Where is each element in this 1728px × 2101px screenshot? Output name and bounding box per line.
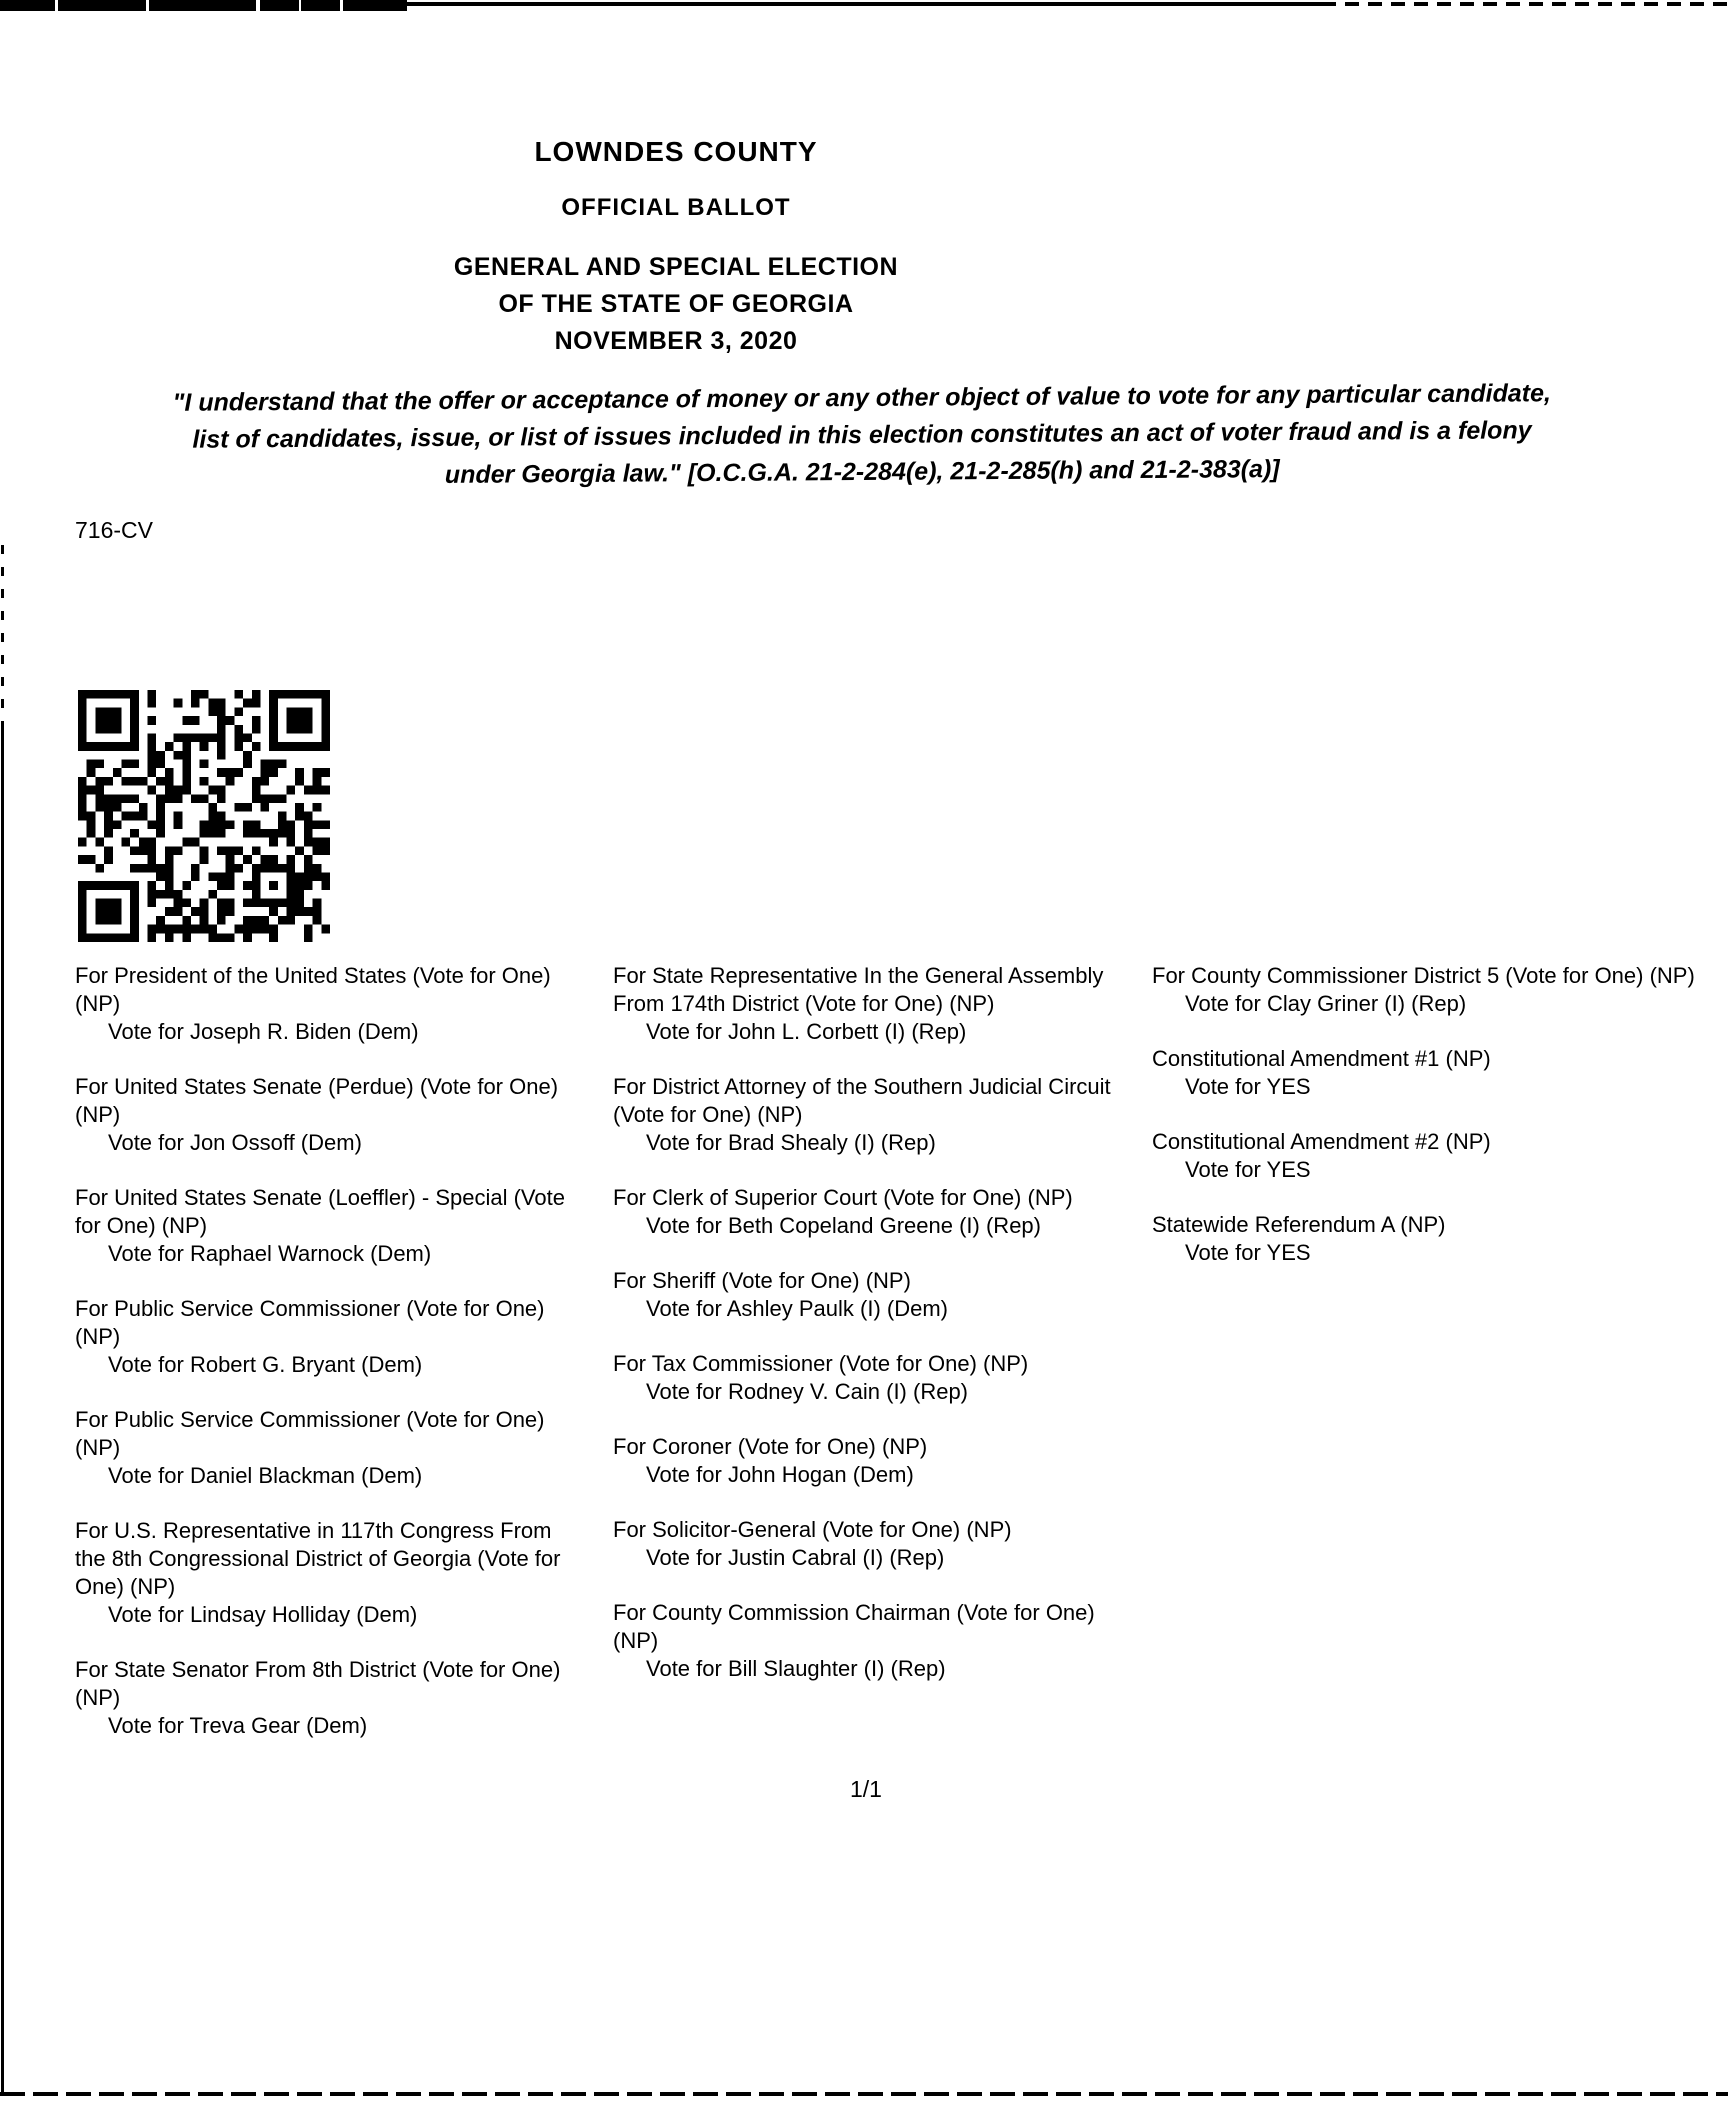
left-edge-line: [1, 727, 4, 2095]
contest-title: Constitutional Amendment #1 (NP): [1152, 1046, 1491, 1071]
vote-selection: Vote for Justin Cabral (I) (Rep): [646, 1545, 945, 1570]
county-title: LOWNDES COUNTY: [534, 136, 818, 167]
qr-code: [78, 690, 330, 942]
contest-title: Constitutional Amendment #2 (NP): [1152, 1129, 1491, 1154]
contest-title: For State Senator From 8th District (Vote for One) (NP): [75, 1657, 561, 1710]
vote-selection: Vote for YES: [1185, 1074, 1311, 1099]
contest-title: For District Attorney of the Southern Judicial Circuit (Vote for One) (NP): [613, 1074, 1111, 1127]
voter-fraud-disclaimer: [60, 374, 1665, 496]
contest-title: For Tax Commissioner (Vote for One) (NP): [613, 1351, 1029, 1376]
contest: [75, 1656, 577, 1740]
ballot-column-right: [1152, 962, 1702, 1294]
vote-selection: Vote for Treva Gear (Dem): [108, 1713, 368, 1738]
contest: [613, 1184, 1125, 1240]
contest: [613, 1599, 1125, 1683]
ballot-column-middle: [613, 962, 1125, 1710]
contest-title: For United States Senate (Loeffler) - Special (Vote for One) (NP): [75, 1185, 565, 1238]
contest: [75, 1184, 577, 1268]
vote-selection: Vote for Bill Slaughter (I) (Rep): [646, 1656, 946, 1681]
vote-selection: Vote for Beth Copeland Greene (I) (Rep): [646, 1213, 1041, 1238]
contest: [75, 1295, 577, 1379]
vote-selection: Vote for John L. Corbett (I) (Rep): [646, 1019, 967, 1044]
election-title: [0, 249, 1352, 360]
contest-title: For County Commissioner District 5 (Vote for One) (NP): [1152, 963, 1695, 988]
contest-title: For United States Senate (Perdue) (Vote for One) (NP): [75, 1074, 559, 1127]
vote-selection: Vote for John Hogan (Dem): [646, 1462, 914, 1487]
vote-selection: Vote for Raphael Warnock (Dem): [108, 1241, 432, 1266]
contest: [1152, 1211, 1702, 1267]
contest-title: For State Representative In the General Assembly From 174th District (Vote for One) (NP): [613, 963, 1104, 1016]
vote-selection: Vote for YES: [1185, 1157, 1311, 1182]
contest: [75, 1406, 577, 1490]
election-title-line: GENERAL AND SPECIAL ELECTION: [453, 253, 899, 281]
contest: [75, 962, 577, 1046]
top-edge-line: [407, 2, 1322, 6]
election-date: NOVEMBER 3, 2020: [554, 327, 798, 355]
contest-title: For Sheriff (Vote for One) (NP): [613, 1268, 911, 1293]
election-title-line: OF THE STATE OF GEORGIA: [498, 290, 854, 318]
vote-selection: Vote for Lindsay Holliday (Dem): [108, 1602, 418, 1627]
ballot-column-left: [75, 962, 577, 1767]
contest-title: For Public Service Commissioner (Vote for One) (NP): [75, 1296, 545, 1349]
ballot-style-code: 716-CV: [75, 517, 153, 543]
contest: [613, 1433, 1125, 1489]
contest: [1152, 1045, 1702, 1101]
disclaimer-line: list of candidates, issue, or list of issues included in this election constitutes an act of voter fraud and is a felony: [192, 416, 1532, 454]
left-edge-dashed-line: [1, 545, 4, 727]
contest: [613, 1073, 1125, 1157]
contest-title: For U.S. Representative in 117th Congress From the 8th Congressional District of Georgia (Vote for One) (NP): [75, 1518, 561, 1599]
contest: [613, 1350, 1125, 1406]
top-edge-bar: [0, 0, 407, 11]
vote-selection: Vote for Clay Griner (I) (Rep): [1185, 991, 1467, 1016]
disclaimer-line: under Georgia law." [O.C.G.A. 21-2-284(e), 21-2-285(h) and 21-2-383(a)]: [444, 455, 1280, 489]
contest: [613, 1516, 1125, 1572]
contest: [75, 1073, 577, 1157]
page-number: 1/1: [850, 1776, 882, 1802]
vote-selection: Vote for Jon Ossoff (Dem): [108, 1130, 362, 1155]
disclaimer-line: "I understand that the offer or acceptance of money or any other object of value to vote for any particular candidate,: [172, 379, 1551, 417]
contest-title: For County Commission Chairman (Vote for One) (NP): [613, 1600, 1095, 1653]
vote-selection: Vote for Rodney V. Cain (I) (Rep): [646, 1379, 969, 1404]
bottom-edge-dashed-line: [0, 2092, 1728, 2096]
contest: [75, 1517, 577, 1629]
contest: [613, 1267, 1125, 1323]
vote-selection: Vote for Daniel Blackman (Dem): [108, 1463, 423, 1488]
contest: [613, 962, 1125, 1046]
contest-title: Statewide Referendum A (NP): [1152, 1212, 1446, 1237]
contest-title: For Solicitor-General (Vote for One) (NP): [613, 1517, 1012, 1542]
vote-selection: Vote for YES: [1185, 1240, 1311, 1265]
contest-title: For Clerk of Superior Court (Vote for One) (NP): [613, 1185, 1073, 1210]
contest: [1152, 1128, 1702, 1184]
vote-selection: Vote for Brad Shealy (I) (Rep): [646, 1130, 936, 1155]
contest-title: For President of the United States (Vote for One) (NP): [75, 963, 551, 1016]
ballot-title: OFFICIAL BALLOT: [561, 194, 791, 221]
vote-selection: Vote for Joseph R. Biden (Dem): [108, 1019, 419, 1044]
vote-selection: Vote for Robert G. Bryant (Dem): [108, 1352, 423, 1377]
vote-selection: Vote for Ashley Paulk (I) (Dem): [646, 1296, 948, 1321]
contest-title: For Public Service Commissioner (Vote for One) (NP): [75, 1407, 545, 1460]
top-edge-dashed-line: [1322, 2, 1728, 6]
contest-title: For Coroner (Vote for One) (NP): [613, 1434, 928, 1459]
contest: [1152, 962, 1702, 1018]
